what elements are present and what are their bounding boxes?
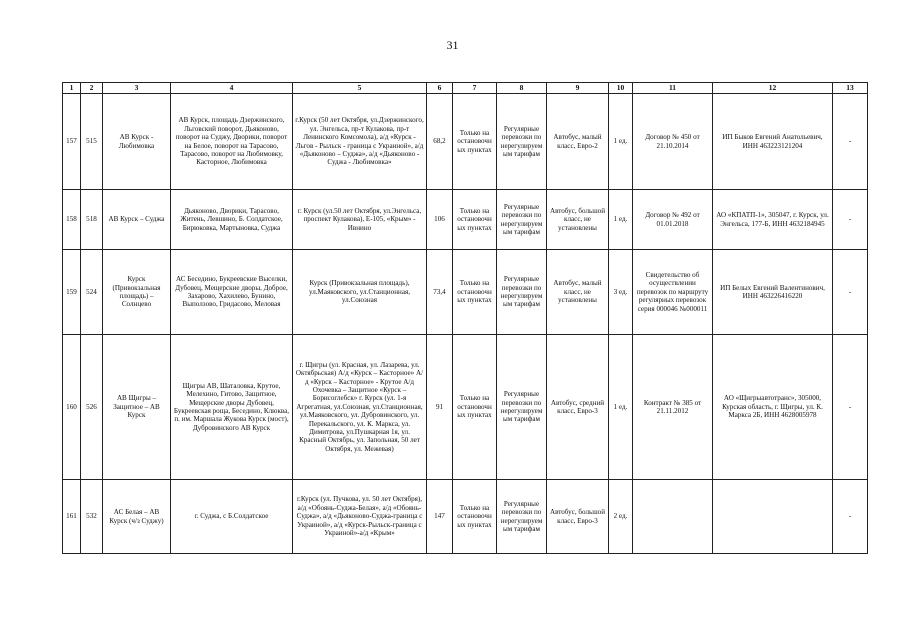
cell-number: 160: [63, 335, 81, 480]
cell-carrier: АО «КПАТП-1», 305047, г. Курск, ул. Энгельса, 177-Б, ИНН 4632184945: [713, 190, 833, 250]
cell-vehicle-count: 1 ед.: [609, 190, 633, 250]
cell-carrier: ИП Быков Евгений Анатольевич, ИНН 463223121204: [713, 94, 833, 190]
cell-extra: -: [833, 94, 868, 190]
cell-vehicle: Автобус, малый класс, не установлены: [547, 250, 609, 335]
cell-contract: [633, 480, 713, 554]
cell-vehicle: Автобус, малый класс, Евро-2: [547, 94, 609, 190]
cell-route-number: 532: [81, 480, 103, 554]
header-row: [63, 83, 868, 94]
cell-stops: Щигры АВ, Шаталовка, Крутое, Мелехино, Гитово, Защитное, Мещерские дворы Дубовец, Букреевская роща, Беседино, Клюква, п. им. Маршала Жукова Курск (мост), Дубровинского АВ Курск: [171, 335, 293, 480]
col-header: 3: [103, 83, 171, 94]
cell-route-name: АС Белая – АВ Курск (ч/з Суджу): [103, 480, 171, 554]
table-row: [63, 250, 868, 335]
cell-length: 91: [427, 335, 453, 480]
cell-carrier: [713, 480, 833, 554]
cell-boarding: Только на остановочных пунктах: [453, 190, 497, 250]
cell-transport-type: Регулярные перевозки по нерегулируемым тарифам: [497, 480, 547, 554]
cell-route-number: 524: [81, 250, 103, 335]
cell-route-name: Курск (Привокзальная площадь) – Солнцево: [103, 250, 171, 335]
cell-vehicle: Автобус, большой класс, Евро-3: [547, 480, 609, 554]
table-row: [63, 190, 868, 250]
cell-route-name: АВ Курск - Любимовка: [103, 94, 171, 190]
cell-streets: г. Курск (ул.50 лет Октября, ул.Энгельса, проспект Кулакова), Е-105, «Крым» - Ивнино: [293, 190, 427, 250]
cell-number: 157: [63, 94, 81, 190]
cell-route-number: 518: [81, 190, 103, 250]
table-row: [63, 480, 868, 554]
cell-boarding: Только на остановочных пунктах: [453, 250, 497, 335]
cell-streets: г.Курск (ул. Пучкова, ул. 50 лет Октября), а/д «Обоянь-Суджа-Белая», а/д «Обоянь-Суджа», а/д «Дьяконово-Суджа-граница с Украиной», а/д «Курск-Рыльск-граница с Украиной»-а/д «Крым»: [293, 480, 427, 554]
col-header: 13: [833, 83, 868, 94]
cell-streets: г.Курск (50 лет Октября, ул.Дзержинского, ул. Энгельса, пр-т Кулакова, пр-т Ленинского Комсомола), а/д «Курск - Льгов - Рыльск - граница с Украиной», а/д «Дьяконово – Суджа», а/д «Дьяконово - Суджа - Любимовка»: [293, 94, 427, 190]
col-header: 12: [713, 83, 833, 94]
cell-contract: Контракт № 385 от 21.11.2012: [633, 335, 713, 480]
col-header: 7: [453, 83, 497, 94]
cell-length: 68,2: [427, 94, 453, 190]
cell-contract: Свидетельство об осуществлении перевозок по маршруту регулярных перевозок серия 000046 №000011: [633, 250, 713, 335]
cell-number: 161: [63, 480, 81, 554]
cell-transport-type: Регулярные перевозки по нерегулируемым тарифам: [497, 335, 547, 480]
cell-carrier: АО «Щигрыавтотранс», 305000, Курская область, г. Щигры, ул. К. Маркса 2Б, ИНН 4628005978: [713, 335, 833, 480]
cell-stops: г. Суджа, с Б.Солдатское: [171, 480, 293, 554]
cell-streets: г. Щигры (ул. Красная, ул. Лазарева, ул. Октябрьская) А/д «Курск – Касторное» А/д «Курск – Касторное» - Крутое А/д Охочевка – Защитное «Курск – Борисоглебск» г. Курск (ул. 1-я Агрегатная, ул.Союзная, ул.Станционная, ул.Маяковского, ул. Дубровинского, ул. Перекальского, ул. К. Маркса, ул. Димитрова, ул.Пушкарная 1я, ул. Красный Октябрь, ул. Запольная, 50 лет Октября, ул. Межевая): [293, 335, 427, 480]
col-header: 9: [547, 83, 609, 94]
cell-extra: -: [833, 190, 868, 250]
cell-stops: АВ Курск, площадь Дзержинского, Льговский поворот, Дьяконово, поворот на Суджу, Дворики, поворот на Белое, поворот на Тарасово, Тарасово, поворот на Любимовку, Касторное, Любимовка: [171, 94, 293, 190]
cell-stops: АС Беседино, Букреевские Выселки, Дубовец, Мещерские дворы, Доброе, Захарово, Хахилево, Бунино, Выползово, Гридасово, Меловая: [171, 250, 293, 335]
cell-vehicle-count: 2 ед.: [609, 480, 633, 554]
cell-boarding: Только на остановочных пунктах: [453, 335, 497, 480]
cell-stops: Дьяконово, Дворики, Тарасово, Житень, Левшино, Б. Солдатское, Бирюковка, Мартыновка, Суджа: [171, 190, 293, 250]
cell-boarding: Только на остановочных пунктах: [453, 94, 497, 190]
cell-route-name: АВ Курск – Суджа: [103, 190, 171, 250]
col-header: 5: [293, 83, 427, 94]
cell-vehicle: Автобус, средний класс, Евро-3: [547, 335, 609, 480]
table-row: [63, 94, 868, 190]
cell-vehicle: Автобус, большой класс, не установлены: [547, 190, 609, 250]
cell-route-number: 526: [81, 335, 103, 480]
cell-vehicle-count: 3 ед.: [609, 250, 633, 335]
col-header: 8: [497, 83, 547, 94]
page-number: 31: [446, 38, 459, 52]
cell-contract: Договор № 492 от 01.01.2018: [633, 190, 713, 250]
cell-transport-type: Регулярные перевозки по нерегулируемым тарифам: [497, 250, 547, 335]
col-header: 6: [427, 83, 453, 94]
cell-boarding: Только на остановочных пунктах: [453, 480, 497, 554]
cell-length: 106: [427, 190, 453, 250]
cell-streets: Курск (Привокзальная площадь), ул.Маяковского, ул.Станционная, ул.Союзная: [293, 250, 427, 335]
cell-route-name: АВ Щигры – Защитное – АВ Курск: [103, 335, 171, 480]
col-header: 2: [81, 83, 103, 94]
route-registry-table: [62, 82, 868, 554]
cell-length: 147: [427, 480, 453, 554]
col-header: 4: [171, 83, 293, 94]
cell-vehicle-count: 1 ед.: [609, 94, 633, 190]
cell-number: 159: [63, 250, 81, 335]
cell-number: 158: [63, 190, 81, 250]
cell-vehicle-count: 1 ед.: [609, 335, 633, 480]
cell-extra: -: [833, 250, 868, 335]
cell-extra: -: [833, 335, 868, 480]
cell-carrier: ИП Белых Евгений Валентинович, ИНН 463226416220: [713, 250, 833, 335]
table-row: [63, 335, 868, 480]
cell-route-number: 515: [81, 94, 103, 190]
col-header: 11: [633, 83, 713, 94]
cell-transport-type: Регулярные перевозки по нерегулируемым тарифам: [497, 190, 547, 250]
cell-extra: -: [833, 480, 868, 554]
cell-contract: Договор № 450 от 21.10.2014: [633, 94, 713, 190]
cell-transport-type: Регулярные перевозки по нерегулируемым тарифам: [497, 94, 547, 190]
cell-length: 73,4: [427, 250, 453, 335]
col-header: 10: [609, 83, 633, 94]
col-header: 1: [63, 83, 81, 94]
